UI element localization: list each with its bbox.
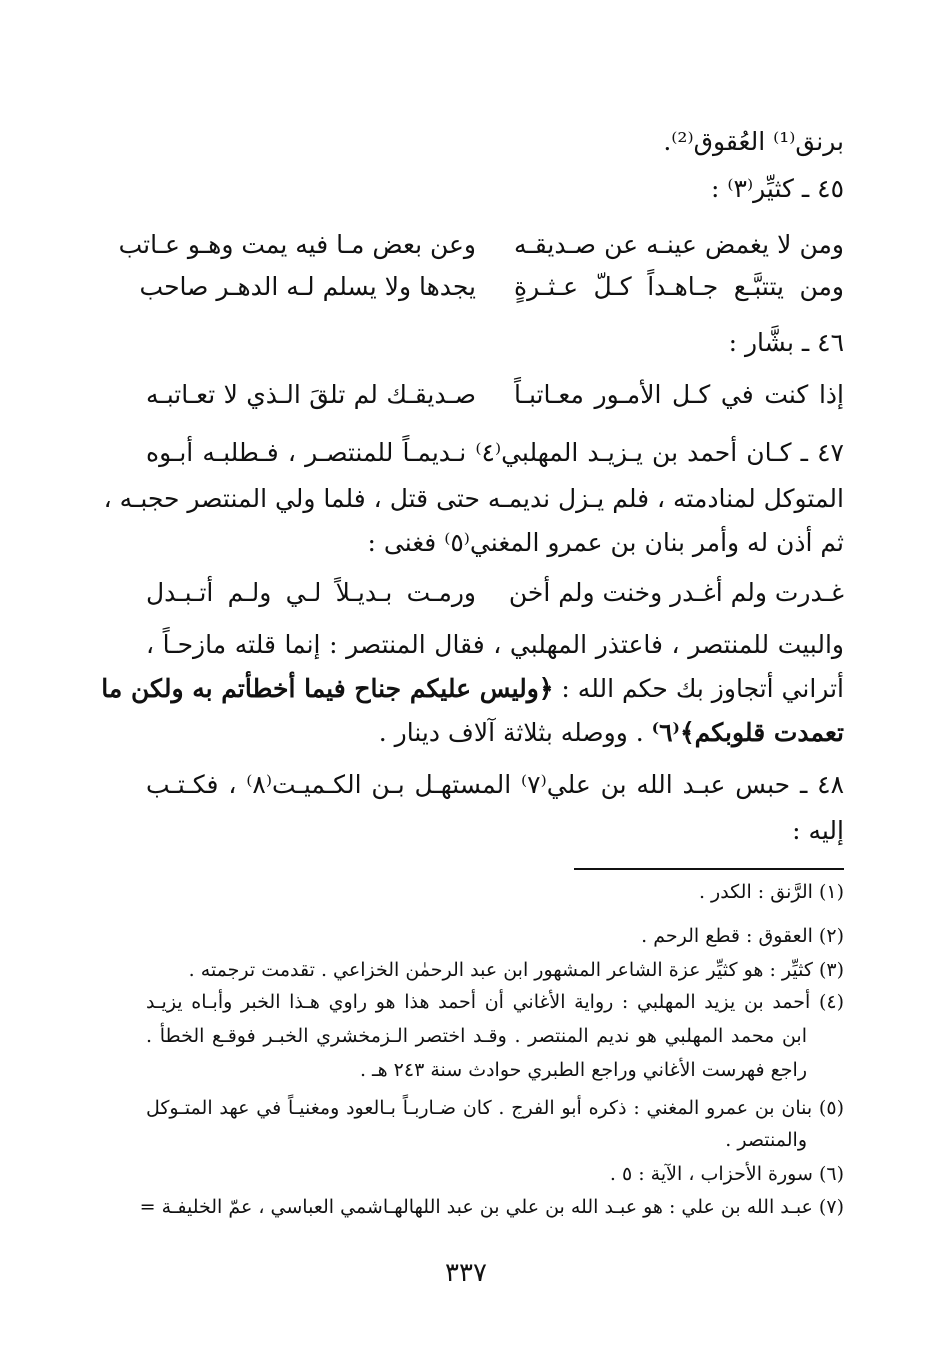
- footnote: (١) الرَّنق : الكدر .: [698, 881, 844, 903]
- footnote: (٤) أحمد بن يزيد المهلبي : رواية الأغاني أن أحمد هذا هو راوي هـذا الخبر وأبـاه يزيـد: [146, 991, 844, 1013]
- verse-line: [139, 270, 844, 304]
- verse-hemistich-second: صـديقـك لم تلقَ الـذي لا تعـاتبـه: [146, 380, 476, 409]
- body-line: ٤٨ ـ حبس عبـد الله بن علي⁽٧⁾ المستهـل بـن الكـميـت⁽٨⁾ ، فكـتـب: [146, 770, 844, 799]
- quran-quote: تعمدت قلوبكم﴾⁽٦⁾: [651, 718, 844, 747]
- body-line: والبيت للمنتصر ، فاعتذر المهلبي ، فقال المنتصر : إنما قلته مازحـاً ،: [146, 630, 844, 659]
- page-number: ٣٣٧: [445, 1258, 487, 1288]
- body-line: إليه :: [792, 816, 844, 845]
- body-text: . ووصله بثلاثة آلاف دينار .: [378, 718, 652, 747]
- verse-hemistich-first: ومن لا يغمض عينـه عن صـديقـه: [514, 230, 844, 259]
- verse-line: [118, 228, 844, 262]
- footnote: (٧) عبـد الله بن علي : هو عبـد الله بن علي بن عبد اللهالهـاشمي العباسي ، عمّ الخليفـة =: [139, 1196, 844, 1218]
- verse-hemistich-first: ومن يتتبَّـع جـاهـداً كـلّ عـثـرةٍ: [514, 272, 844, 301]
- body-line: ثم أذن له وأمر بنان بن عمرو المغني⁽٥⁾ فغنى :: [367, 528, 844, 557]
- verse-hemistich-second: وعن بعض مـا فيه يمت وهـو عـاتب: [118, 230, 476, 259]
- footnote-continuation: راجع فهرست الأغاني وراجع الطبري حوادث سنة ٢٤٣ هـ .: [359, 1059, 807, 1081]
- verse-hemistich-first: إذا كنت في كـل الأمـور معـاتبـاً: [514, 380, 844, 409]
- body-text: أتراني أتجاوز بك حكم الله :: [553, 674, 844, 703]
- body-line: [101, 672, 844, 706]
- verse-hemistich-second: ورمـت بـديـلاً لـي ولـم أتـبـدل: [146, 578, 476, 607]
- footnote: (٣) كثيِّر : هو كثيِّر عزة الشاعر المشهور ابن عبد الرحمٰن الخزاعي . تقدمت ترجمته .: [188, 959, 844, 981]
- verse-line: [146, 378, 844, 412]
- verse-line: [146, 576, 844, 610]
- footnote: (٢) العقوق : قطع الرحم .: [641, 925, 844, 947]
- quran-quote: ﴿وليس عليكم جناح فيما أخطأتم به ولكن ما: [101, 674, 554, 703]
- entry-heading-45: ٤٥ ـ كثيِّر⁽٣⁾ :: [711, 174, 844, 203]
- entry-heading-46: ٤٦ ـ بشَّار :: [728, 328, 844, 357]
- verse-hemistich-second: يجدها ولا يسلم لـه الدهـر صاحب: [139, 272, 476, 301]
- footnote-continuation: والمنتصر .: [725, 1129, 807, 1151]
- footnote: (٦) سورة الأحزاب ، الآية : ٥ .: [609, 1163, 844, 1185]
- verse-hemistich-first: غـدرت ولم أغـدر وخنت ولم أخن: [508, 578, 844, 607]
- body-line: [146, 716, 844, 750]
- body-line: برنق⁽¹⁾ العُقوق⁽²⁾.: [663, 127, 844, 156]
- body-line: المتوكل لمنادمته ، فلم يـزل نديمـه حتى قتل ، فلما ولي المنتصر حجبـه ،: [103, 484, 844, 513]
- footnote-continuation: ابن محمد المهلبي هو نديم المنتصر . وقـد اختصر الـزمخشري الخبـر فوقـع الخطأ .: [146, 1025, 807, 1047]
- footnote-separator: [574, 868, 844, 870]
- footnote: (٥) بنان بن عمرو المغني : ذكره أبو الفرج . كان ضـاربـاً بـالعود ومغنيـاً في عهد المتـوكل: [146, 1097, 844, 1119]
- body-line: ٤٧ ـ كـان أحمد بن يـزيـد المهلبي⁽٤⁾ نـديمـاً للمنتصـر ، فـطلبـه أبـوه: [146, 438, 844, 467]
